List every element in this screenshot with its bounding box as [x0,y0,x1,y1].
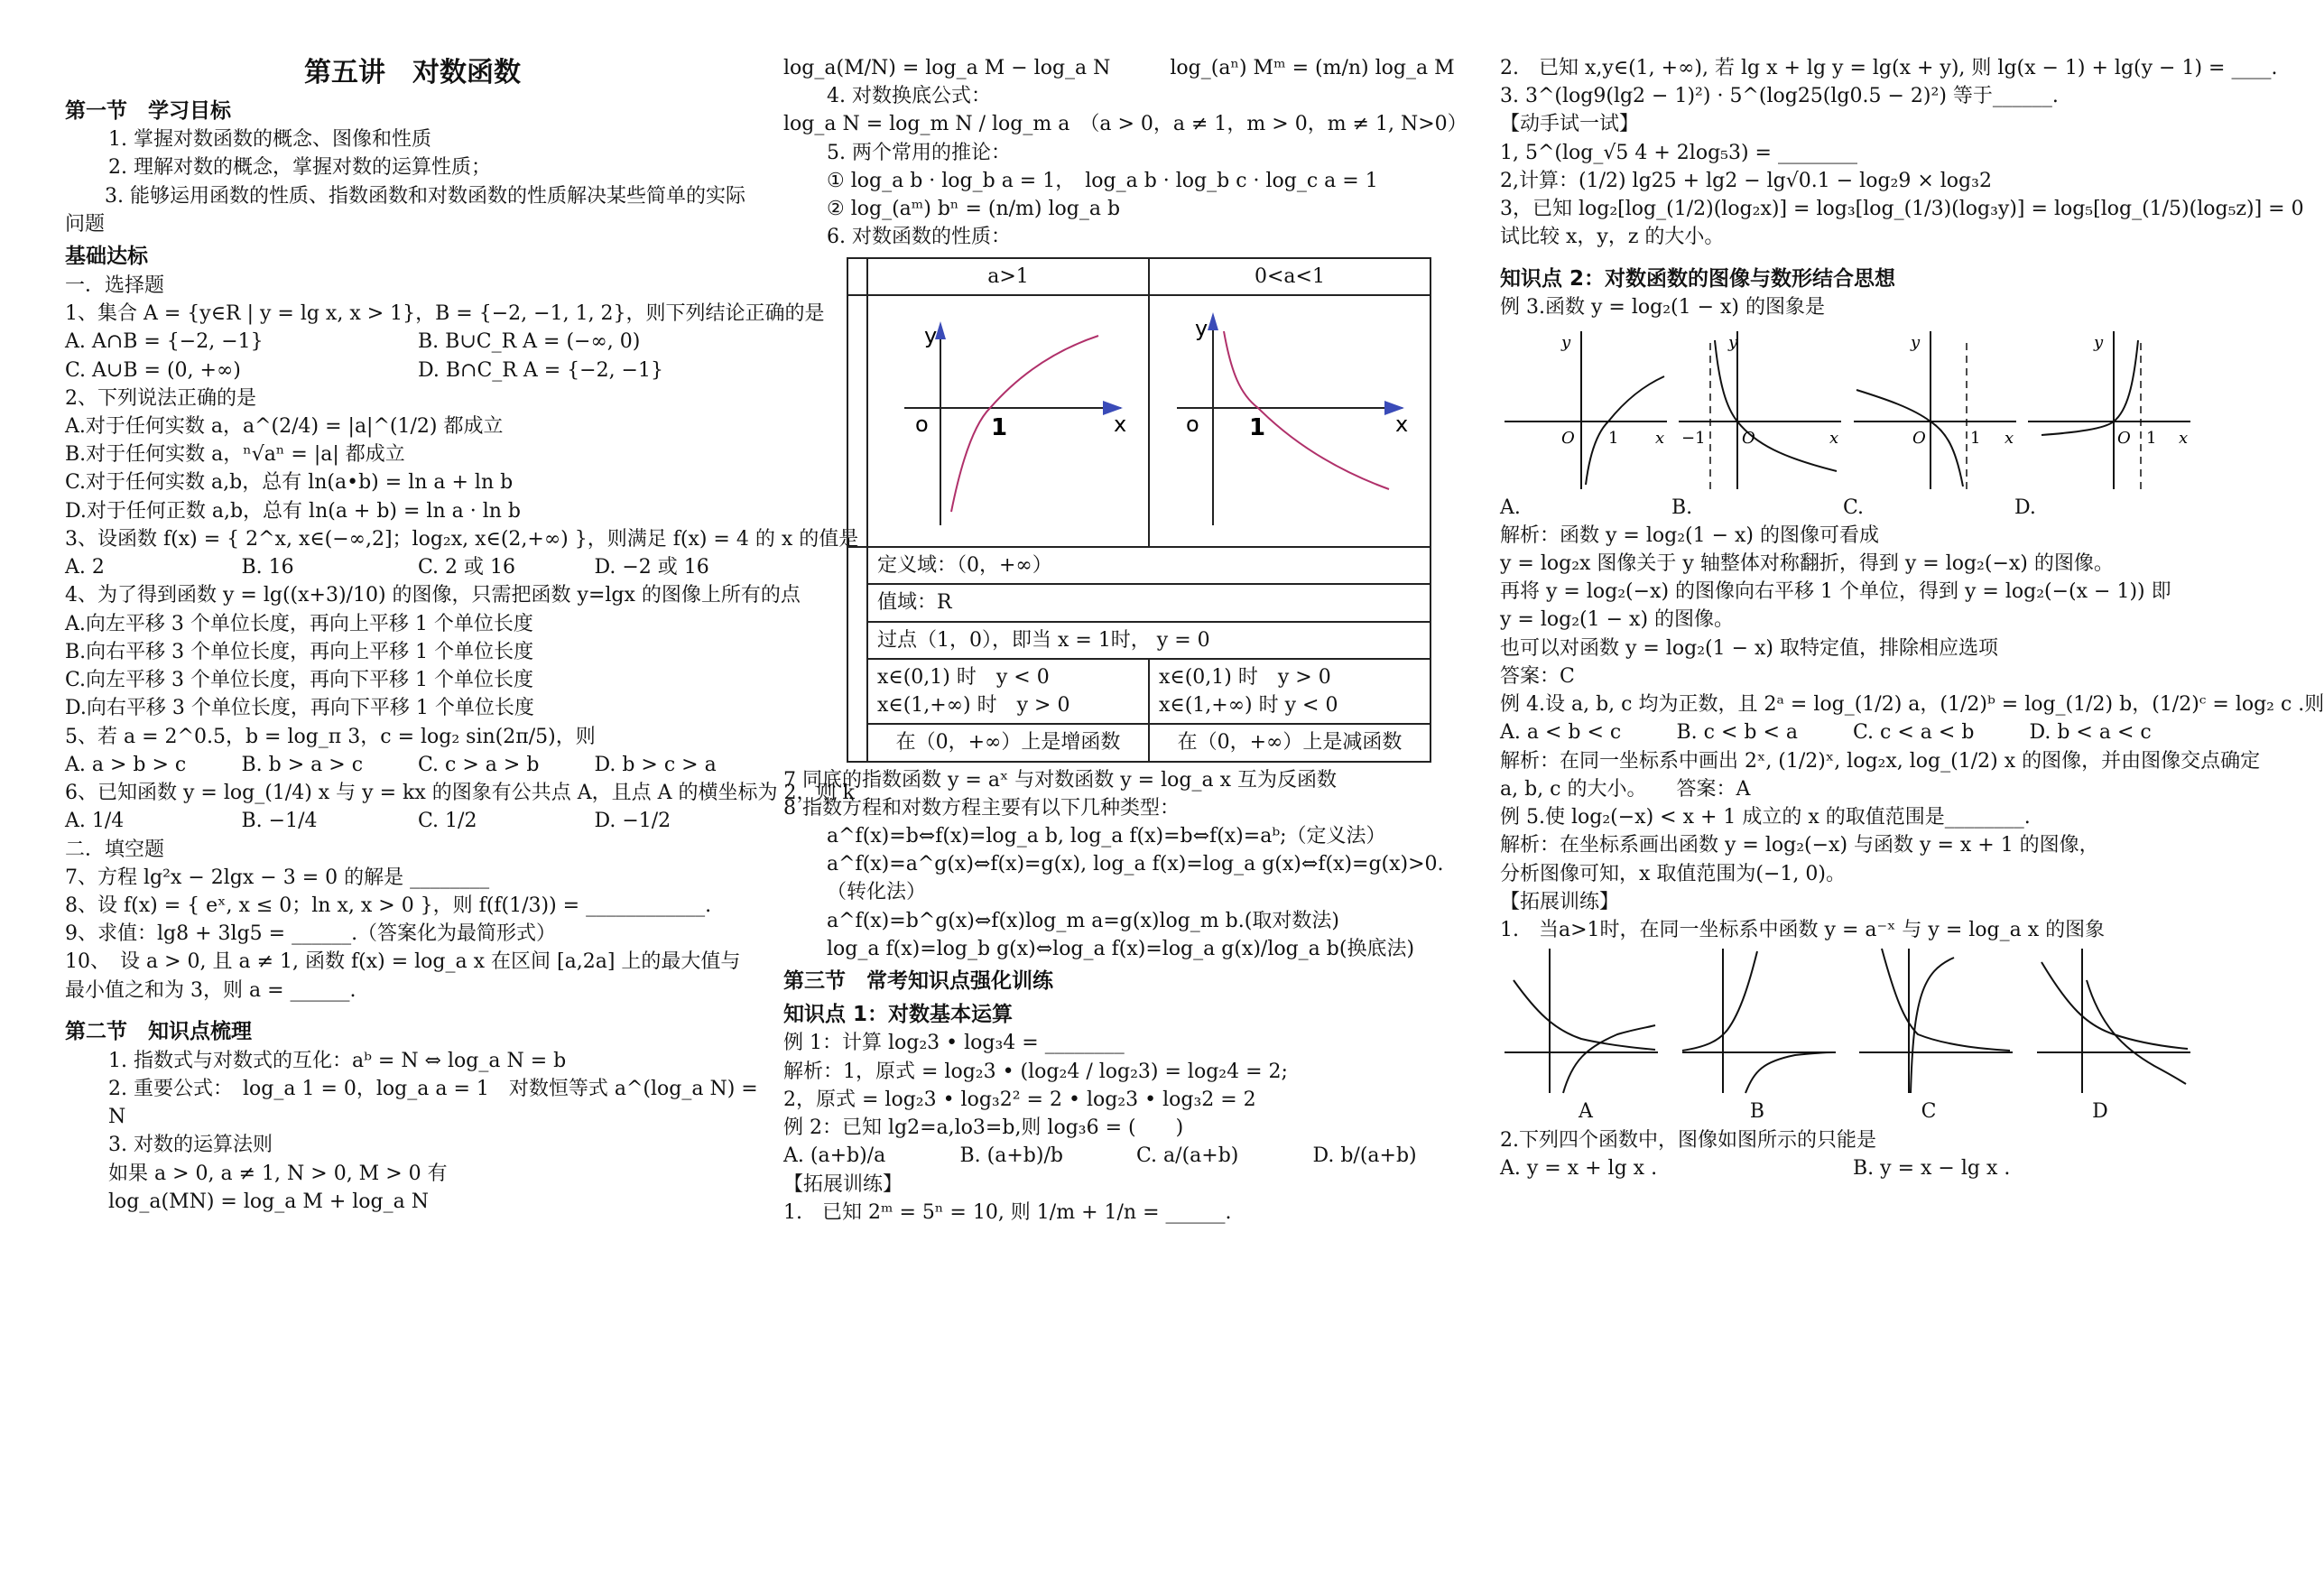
log-curve-increasing [951,336,1098,512]
exp-curve [1514,980,1655,1050]
text-line: 如果 a > 0, a ≠ 1, N > 0, M > 0 有 [108,1162,448,1185]
text-line: 3. 3^(log9(lg2 − 1)²) · 5^(log25(lg0.5 − 2)²) 等于______. [1500,85,2059,108]
origin-label: O [1742,428,1756,448]
extension-graphs [1500,944,2195,1098]
text-line: y = log₂x 图像关于 y 轴整体对称翻折，得到 y = log₂(−x) 的图像。 [1500,552,2114,575]
answer-option: D. −1/2 [594,810,671,833]
example3-graph-c [1849,322,2021,494]
column-right [1500,54,2324,1182]
answer-option: C. 1/2 [418,810,477,833]
text-line: 3. 能够运用函数的性质、指数函数和对数函数的性质解决某些简单的实际问题 [65,184,745,236]
text-line: log_a f(x)=log_b g(x)⇔log_a f(x)=log_a g(x)/log_a b(换底法) [827,937,1415,960]
extension-graph-c [1855,944,2017,1098]
x-label: x [2004,428,2014,448]
text-line: B.向右平移 3 个单位长度，再向上平移 1 个单位长度 [65,640,534,663]
answer-options [65,807,760,835]
answer-option: C. a/(a+b) [1136,1144,1239,1168]
answer-options [65,357,760,384]
text-line: 解析：在同一坐标系中画出 2ˣ, (1/2)ˣ, log₂x, log_(1/2) x 的图像，并由图像交点确定 [1500,749,2261,773]
answer-option: C. A∪B = (0, +∞) [65,358,241,382]
answer-option: D. −2 或 16 [594,556,709,579]
text-line: 2,计算：(1/2) lg25 + lg2 − lg√0.1 − log₂9 × log₃2 [1500,169,1992,192]
sign-cell-a-lt-1 [1149,659,1431,724]
answer-options [1500,718,2195,746]
answer-option: D. b/(a+b) [1312,1144,1417,1168]
section-heading: 第二节 知识点梳理 [65,1019,252,1043]
text-line: 4. 对数换底公式： [827,85,991,108]
extension-labels [1500,1098,2186,1125]
text-line: 2，原式 = log₂3 • log₃2² = 2 • log₂3 • log₃2 = 2 [783,1088,1256,1111]
answer-option: A. 2 [65,556,105,579]
answer-option: A. a > b > c [65,753,187,776]
exp-curve [1682,951,1757,1051]
text-line: B.对于任何实数 a，ⁿ√aⁿ = |a| 都成立 [65,443,405,467]
text-line: a^f(x)=b⇔f(x)=log_a b, log_a f(x)=b⇔f(x)=aᵇ;（定义法） [827,824,1386,848]
point-one-label: 1 [991,413,1008,441]
origin-label: o [915,411,929,437]
text-line: 例 3.函数 y = log₂(1 − x) 的图象是 [1500,296,1825,320]
answer-option: D. b > c > a [594,753,717,776]
option-c-label: C. [1843,496,1865,519]
neg-one-label: −1 [1681,428,1706,448]
text-line: 6、已知函数 y = log_(1/4) x 与 y = kx 的图象有公共点 A，且点 A 的横坐标为 2，则 k [65,782,855,805]
answer-options [65,553,760,581]
property-row-label [847,547,867,761]
text-line: 3. 对数的运算法则 [108,1134,273,1157]
answer-options [65,328,760,356]
text-line: C.向左平移 3 个单位长度，再向下平移 1 个单位长度 [65,669,534,692]
log-curve [1911,958,1954,1093]
text-line: 【动手试一试】 [1500,113,1640,136]
y-label: y [2093,332,2104,352]
monotonic-cell-a-gt-1: 在（0，+∞）上是增函数 [867,724,1149,761]
curve-b [1715,340,1837,471]
graph-cell-increasing [867,295,1149,547]
text-line: 例 4.设 a, b, c 均为正数，且 2ᵃ = log_(1/2) a，(1/2)ᵇ = log_(1/2) b，(1/2)ᶜ = log₂ c .则 [1500,693,2324,717]
answer-option: A. (a+b)/a [783,1144,886,1168]
answer-option: A. 1/4 [65,810,125,833]
answer-option: A. a < b < c [1500,721,1622,745]
text-line: 也可以对函数 y = log₂(1 − x) 取特定值，排除相应选项 [1500,636,1999,660]
column-middle-bottom [783,766,1478,1227]
section-heading: 知识点 2：对数函数的图像与数形结合思想 [1500,266,1896,291]
text-line: 2. 重要公式： log_a 1 = 0，log_a a = 1 对数恒等式 a^(log_a N) = N [108,1077,758,1129]
option-a-label: A. [1500,496,1521,519]
option-d-label: D. [2014,496,2036,519]
text-line: 1. 掌握对数函数的概念、图像和性质 [108,128,431,152]
y-label: y [1561,332,1571,352]
text-line: 试比较 x，y，z 的大小。 [1500,226,1725,249]
text-line: 5、若 a = 2^0.5，b = log_π 3，c = log₂ sin(2π/5)，则 [65,725,596,748]
x-label: x [2178,428,2189,448]
answer-option: B. B∪C_R A = (−∞, 0) [418,330,641,354]
answer-option: B. (a+b)/b [959,1144,1063,1168]
section-heading: 知识点 1：对数基本运算 [783,1002,1014,1026]
ext-label-d: D [2092,1100,2108,1124]
answer-option: B. y = x − lg x . [1853,1156,2011,1180]
text-line: a^f(x)=a^g(x)⇔f(x)=g(x), log_a f(x)=log_a g(x)⇔f(x)=g(x)>0.（转化法） [827,853,1444,904]
range-cell: 值域：R [867,584,1431,621]
sign-a-line1: x∈(0,1) 时 y < 0 [877,665,1050,689]
graph-row-label [847,295,867,547]
text-line: log_a(MN) = log_a M + log_a N [108,1190,429,1213]
text-line: 1, 5^(log_√5 4 + 2log₅3) = ________ [1500,141,1857,164]
text-line: 1. 已知 2ᵐ = 5ⁿ = 10, 则 1/m + 1/n = ______. [783,1200,1232,1224]
text-line: 解析：在坐标系画出函数 y = log₂(−x) 与函数 y = x + 1 的图像， [1500,834,2099,857]
exp-curve [1882,949,2010,1051]
answer-options [783,1142,1478,1170]
example3-labels [1500,494,2186,522]
answer-option: C. c > a > b [418,753,540,776]
example3-graph-a [1500,322,1671,494]
text-line: 7、方程 lg²x − 2lgx − 3 = 0 的解是 ________ [65,866,490,889]
domain-cell: 定义域：（0，+∞） [867,547,1431,584]
sign-a-line2: x∈(1,+∞) 时 y > 0 [877,694,1070,718]
ext-label-c: C [1921,1100,1937,1124]
text-line: 【拓展训练】 [783,1172,903,1196]
text-line: 1. 指数式与对数式的互化：aᵇ = N ⇔ log_a N = b [108,1049,567,1072]
log-curve [2087,980,2186,1084]
text-line: A.对于任何实数 a，a^(2/4) = |a|^(1/2) 都成立 [65,415,504,439]
graph-cell-decreasing [1149,295,1431,547]
exp-curve [2042,962,2188,1049]
log-curve [1563,1025,1655,1093]
text-line: 9、求值：lg8 + 3lg5 = ______.（答案化为最简形式） [65,922,557,946]
option-b-label: B. [1671,496,1693,519]
answer-option: B. 16 [241,556,294,579]
one-label: 1 [2145,428,2157,448]
extension-graph-d [2032,944,2195,1098]
answer-options [1500,1154,2195,1182]
text-line: 2. 理解对数的概念，掌握对数的运算性质； [108,156,491,180]
answer-option: D. B∩C_R A = {−2, −1} [418,358,663,382]
ext-label-a: A [1579,1100,1593,1124]
text-line: A.向左平移 3 个单位长度，再向上平移 1 个单位长度 [65,612,533,635]
column-right-top [1500,54,2304,322]
answer-option: B. c < b < a [1676,721,1799,745]
text-line: 7 同底的指数函数 y = aˣ 与对数函数 y = log_a x 互为反函数 [783,768,1337,792]
point-one-label: 1 [1249,413,1266,441]
text-line: 8 指数方程和对数方程主要有以下几种类型： [783,796,1180,820]
answer-option: D. b < a < c [2029,721,2152,745]
origin-label: O [1912,428,1926,448]
fixed-point-cell: 过点（1，0），即当 x = 1时， y = 0 [867,622,1431,659]
text-line: 解析：1，原式 = log₂3 • (log₂4 / log₂3) = log₂4 = 2; [783,1060,1288,1083]
text-line: 【拓展训练】 [1500,890,1620,913]
log-curve [1745,1052,1833,1093]
curve-a [1586,376,1664,485]
sign-b-line1: x∈(0,1) 时 y > 0 [1159,665,1331,689]
answer-option: A. y = x + lg x . [1500,1156,1658,1180]
curve-c [1856,390,1963,486]
spacer [65,1005,760,1014]
origin-label: o [1186,411,1199,437]
text-line: 3、设函数 f(x) = { 2^x, x∈(−∞,2]；log₂x, x∈(2,+∞) }，则满足 f(x) = 4 的 x 的值是 [65,527,859,551]
answer-option: B. b > a > c [241,753,364,776]
sign-cell-a-gt-1 [867,659,1149,724]
answer-option: B. −1/4 [241,810,318,833]
ext-label-b: B [1749,1100,1765,1124]
one-label: 1 [1608,428,1619,448]
text-line: 例 5.使 log₂(−x) < x + 1 成立的 x 的取值范围是________. [1500,806,2031,829]
page-title: 第五讲 对数函数 [304,57,521,88]
answer-option: C. c < a < b [1853,721,1975,745]
header-a-lt-1: 0<a<1 [1149,258,1431,295]
section-heading: 第一节 学习目标 [65,98,231,123]
x-label: x [1829,428,1839,448]
text-line: 答案：C [1500,664,1575,688]
section-heading: 基础达标 [65,245,148,269]
text-line: a^f(x)=b^g(x)⇔f(x)log_m a=g(x)log_m b.(取对数法) [827,909,1339,932]
text-line: 二．填空题 [65,838,165,861]
text-line: 4、为了得到函数 y = lg((x+3)/10) 的图像，只需把函数 y=lgx 的图像上所有的点 [65,584,801,607]
text-line: 1、集合 A = {y∈R | y = lg x, x > 1}，B = {−2, −1, 1, 2}，则下列结论正确的是 [65,302,825,326]
text-line: 10、 设 a > 0, 且 a ≠ 1, 函数 f(x) = log_a x 在区间 [a,2a] 上的最大值与最小值之和为 3，则 a = ______. [65,950,741,1002]
header-a-gt-1: a>1 [867,258,1149,295]
text-line: 分析图像可知，x 取值范围为(−1, 0)。 [1500,862,1846,885]
text-line: 6. 对数函数的性质： [827,226,1011,249]
example3-graph-d [2023,322,2195,494]
y-label: y [1910,332,1920,352]
text-line: 解析：函数 y = log₂(1 − x) 的图像可看成 [1500,523,1880,547]
origin-label: O [2116,428,2131,448]
text-line: ① log_a b · log_b a = 1， log_a b · log_b c · log_c a = 1 [827,169,1378,192]
column-middle-top [783,54,1478,252]
example3-graphs [1500,322,2195,494]
text-line: 3，已知 log₂[log_(1/2)(log₂x)] = log₃[log_(1/3)(log₃y)] = log₅[log_(1/5)(log₅z)] = 0 [1500,198,2304,221]
text-line: log_a(M/N) = log_a M − log_a N log_(aⁿ) Mᵐ = (m/n) log_a M [783,57,1455,79]
section-heading: 第三节 常考知识点强化训练 [783,969,1053,994]
log-properties-table [847,257,1431,763]
text-line: C.对于任何实数 a,b，总有 ln(a•b) = ln a + ln b [65,471,514,495]
text-line: 5. 两个常用的推论： [827,141,1011,164]
text-line: 一．选择题 [65,273,165,297]
text-line: D.向右平移 3 个单位长度，再向下平移 1 个单位长度 [65,697,534,720]
y-axis-label: y [924,322,938,348]
extension-graph-b [1678,944,1840,1098]
column-right-bottom [1500,1126,2195,1182]
text-line: 再将 y = log₂(−x) 的图像向右平移 1 个单位，得到 y = log₂(−(x − 1)) 即 [1500,580,2171,604]
one-label: 1 [1969,428,1981,448]
x-axis-label: x [1395,411,1409,437]
table-corner [847,258,867,295]
extension-graph-a [1500,944,1662,1098]
answer-options [65,751,760,779]
log-curve-decreasing [1224,331,1389,489]
monotonic-cell-a-lt-1: 在（0，+∞）上是减函数 [1149,724,1431,761]
text-line: ② log_(aᵐ) bⁿ = (n/m) log_a b [827,198,1121,221]
text-line: 例 2：已知 lg2=a,lo3=b,则 log₃6 = ( ) [783,1116,1184,1140]
spacer [1500,252,2195,261]
graph-decreasing-log [1159,300,1421,534]
column-middle [783,54,1478,1227]
x-label: x [1655,428,1665,448]
example3-graph-b [1674,322,1846,494]
text-line: 2. 已知 x,y∈(1, +∞), 若 lg x + lg y = lg(x + y), 则 lg(x − 1) + lg(y − 1) = ____. [1500,57,2278,79]
graph-increasing-log [877,300,1139,534]
origin-label: O [1561,428,1575,448]
answer-option: C. 2 或 16 [418,556,516,579]
x-axis-label: x [1114,411,1127,437]
text-line: 2、下列说法正确的是 [65,386,256,410]
text-line: y = log₂(1 − x) 的图像。 [1500,608,1735,632]
text-line: 1. 当a>1时，在同一坐标系中函数 y = a⁻ˣ 与 y = log_a x 的图象 [1500,919,2106,942]
column-right-middle [1500,522,2324,945]
text-line: 例 1：计算 log₂3 • log₃4 = ________ [783,1032,1125,1055]
y-axis-label: y [1195,315,1208,341]
sign-b-line2: x∈(1,+∞) 时 y < 0 [1159,694,1338,718]
text-line: D.对于任何正数 a,b，总有 ln(a + b) = ln a · ln b [65,499,522,523]
text-line: 2.下列四个函数中，图像如图所示的只能是 [1500,1128,1876,1152]
y-axis-arrow [1208,312,1218,330]
text-line: 8、设 f(x) = { eˣ, x ≤ 0；ln x, x > 0 }，则 f(f(1/3)) = ____________. [65,894,712,917]
answer-option: A. A∩B = {−2, −1} [65,330,264,354]
text-line: log_a N = log_m N / log_m a （a > 0，a ≠ 1，m > 0，m ≠ 1, N>0） [783,113,1468,136]
y-label: y [1728,332,1738,352]
text-line: a, b, c 的大小。 答案：A [1500,777,1751,801]
